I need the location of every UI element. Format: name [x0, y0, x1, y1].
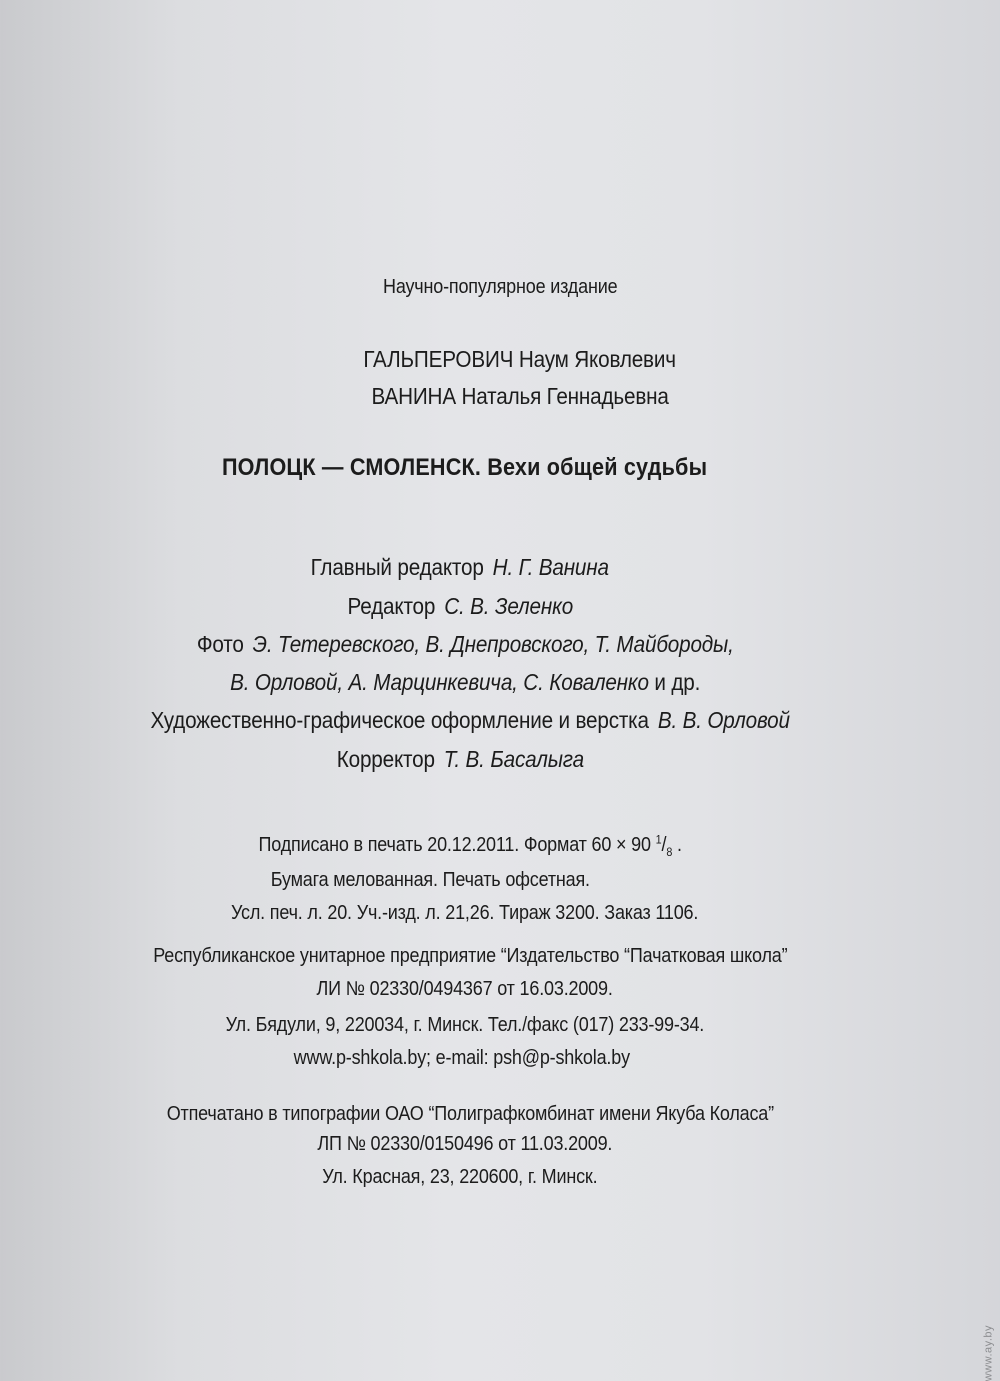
print-info-line-1: Подписано в печать 20.12.2011. Формат 60 × 90 $^1/_8$ .	[258, 832, 682, 859]
author-2	[0, 381, 1000, 411]
photo-credits-1: Э. Тетеревского, В. Днепровского, Т. Майбороды,	[252, 631, 734, 657]
photo-etc: и др.	[654, 669, 701, 695]
publisher-web: www.p-shkola.by; e-mail: psh@p-shkola.by	[293, 1047, 631, 1069]
book-title: ПОЛОЦК — СМОЛЕНСК. Вехи общей судьбы	[222, 454, 708, 481]
chief-editor-label: Главный редактор	[310, 554, 484, 580]
publisher-line-1: Республиканское унитарное предприятие “Издательство “Пачатковая школа”	[152, 945, 788, 967]
edition-type: Научно-популярное издание	[382, 276, 618, 298]
author-1-name: Наум Яковлевич	[519, 346, 677, 372]
author-1	[0, 344, 1000, 374]
chief-editor-line	[0, 552, 960, 582]
editor-name: С. В. Зеленко	[443, 593, 573, 619]
photo-line-2	[0, 667, 965, 697]
publisher-license: ЛИ № 02330/0494367 от 16.03.2009.	[316, 978, 614, 1000]
proofreader-line	[0, 744, 960, 774]
print-info-line-2: Бумага мелованная. Печать офсетная.	[270, 869, 590, 891]
printer-line-1: Отпечатано в типографии ОАО “Полиграфкомбинат имени Якуба Коласа”	[166, 1103, 774, 1125]
author-2-surname: ВАНИНА	[371, 383, 456, 409]
author-2-name: Наталья Геннадьевна	[461, 383, 669, 409]
proofreader-label: Корректор	[336, 746, 435, 772]
design-line	[0, 705, 970, 735]
print-info-line-3: Усл. печ. л. 20. Уч.-изд. л. 21,26. Тираж 3200. Заказ 1106.	[231, 902, 699, 924]
author-1-surname: ГАЛЬПЕРОВИЧ	[363, 346, 514, 372]
photo-label: Фото	[196, 631, 244, 657]
photo-line-1	[0, 629, 965, 659]
chief-editor-name: Н. Г. Ванина	[492, 554, 610, 580]
printer-license: ЛП № 02330/0150496 от 11.03.2009.	[317, 1133, 613, 1155]
photo-credits-2: В. Орловой, А. Марцинкевича, С. Коваленко	[229, 669, 649, 695]
editor-label: Редактор	[347, 593, 435, 619]
editor-line	[0, 591, 960, 621]
proofreader-name: Т. В. Басалыга	[443, 746, 584, 772]
design-label: Художественно-графическое оформление и верстка	[150, 707, 649, 733]
printer-address: Ул. Красная, 23, 220600, г. Минск.	[322, 1166, 598, 1188]
publisher-address: Ул. Бядули, 9, 220034, г. Минск. Тел./факс (017) 233-99-34.	[225, 1014, 705, 1036]
watermark: www.ay.by	[982, 1325, 994, 1381]
design-name: В. В. Орловой	[657, 707, 790, 733]
